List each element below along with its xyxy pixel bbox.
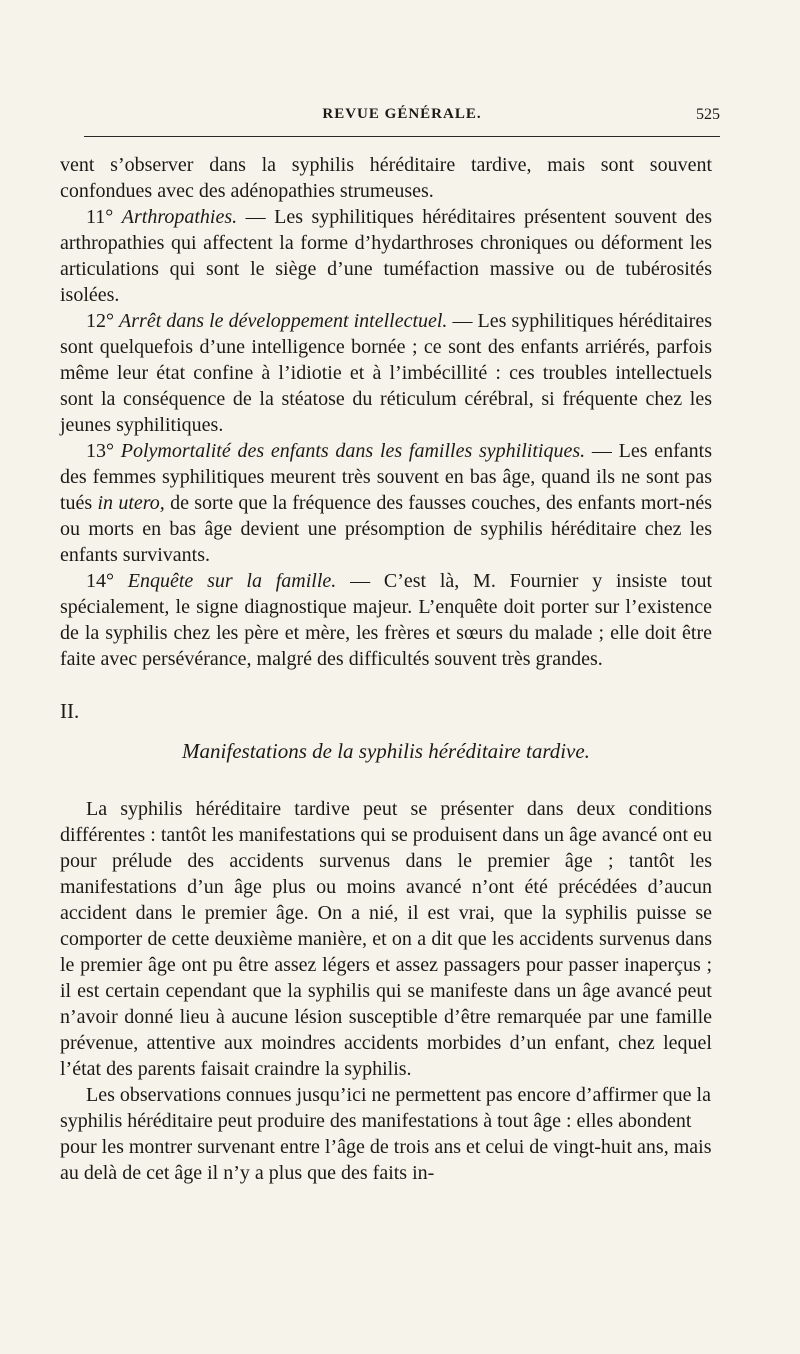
item-14-enquete-famille (60, 568, 712, 672)
section-paragraph-1: La syphilis héréditaire tardive peut se présenter dans deux conditions différentes : tantôt les manifestations qui se produisent dans un âge avancé ont eu pour prélude des accidents survenus dans le premier âge ; tantôt les manifestations d’un âge plus ou moins avancé n’ont été précédées d’aucun accident dans le premier âge. On a nié, il est vrai, que la syphilis puisse se comporter de cette deuxième manière, et on a dit que les accidents survenus dans le premier âge ont pu être assez légers et assez passagers pour passer inaperçus ; il est certain cependant que la syphilis qui se manifeste dans un âge avancé peut n’avoir donné lieu à aucune lésion susceptible d’être remarquée par une famille prévenue, attentive aux moindres accidents morbides d’un enfant, chez lequel l’état des parents faisait craindre la syphilis. (60, 798, 712, 1080)
item-italic-phrase: in utero, (97, 492, 165, 514)
item-numeral: 11° (86, 206, 114, 228)
item-numeral: 14° (86, 570, 114, 592)
item-12-arret-developpement (60, 308, 712, 438)
item-title: Enquête sur la famille. (127, 570, 337, 592)
running-title: REVUE GÉNÉRALE. (322, 106, 482, 122)
section-numeral: II. (60, 699, 80, 723)
item-13-polymortalite (60, 438, 712, 568)
item-title: Polymortalité des enfants dans les familles syphilitiques. (120, 440, 586, 462)
item-11-arthropathies (60, 204, 712, 308)
item-title: Arthropathies. (121, 206, 238, 228)
header-rule (84, 136, 720, 137)
running-head (84, 106, 720, 126)
item-text: — Les syphilitiques héréditaires présentent souvent des arthropathies qui affectent la forme d’hydarthroses chroniques ou déforment les articulations qui sont le siège d’une tuméfaction massive ou de tubérosités isolées. (60, 206, 713, 306)
body-text (60, 152, 712, 1186)
item-numeral: 13° (86, 440, 114, 462)
section-title: Manifestations de la syphilis héréditaire tardive. (182, 739, 590, 763)
item-text-continued: de sorte que la fréquence des fausses couches, des enfants mort-nés ou morts en bas âge devient une présomption de syphilis héréditaire chez les enfants survivants. (60, 492, 713, 566)
item-title: Arrêt dans le développement intellectuel. (119, 310, 448, 332)
item-text: — C’est là, M. Fournier y insiste tout spécialement, le signe diagnostique majeur. L’enquête doit porter sur l’existence de la syphilis chez les père et mère, les frères et sœurs du malade ; elle doit être faite avec persévérance, malgré des difficultés souvent très grandes. (60, 570, 713, 670)
item-text: — Les enfants des femmes syphilitiques meurent très souvent en bas âge, quand ils ne sont pas tués (60, 440, 712, 514)
item-numeral: 12° (86, 310, 114, 332)
section-paragraph-2: Les observations connues jusqu’ici ne permettent pas encore d’affirmer que la syphilis héréditaire peut produire des manifestations à tout âge : elles abondent pour les montrer survenant entre l’âge de trois ans et celui de vingt-huit ans, mais au delà de cet âge il n’y a plus que des faits in- (60, 1084, 712, 1184)
continuation-paragraph: vent s’observer dans la syphilis héréditaire tardive, mais sont souvent confondues avec des adénopathies strumeuses. (60, 154, 712, 202)
item-text: — Les syphilitiques héréditaires sont quelquefois d’une intelligence bornée ; ce sont des enfants arriérés, parfois même leur état confine à l’idiotie et à l’imbécillité : ces troubles intellectuels sont la conséquence de la stéatose du réticulum cérébral, si fréquente chez les jeunes syphilitiques. (60, 310, 712, 436)
page-number: 525 (696, 106, 720, 123)
